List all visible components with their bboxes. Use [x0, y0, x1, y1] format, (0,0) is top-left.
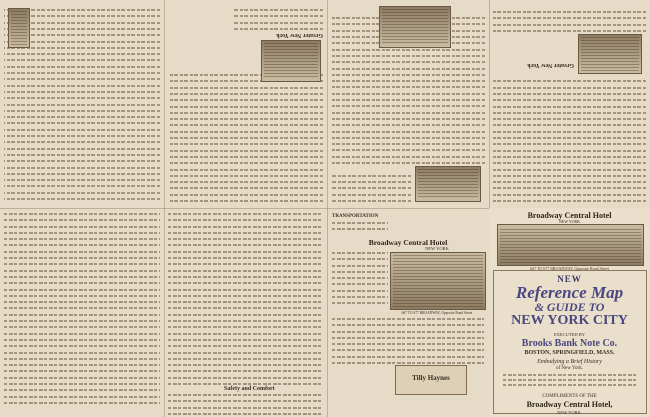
- cover-new: NEW: [557, 274, 582, 284]
- cover-hotel-engraving: [497, 224, 644, 266]
- building-engraving: [578, 34, 642, 74]
- building-engraving: [415, 166, 481, 202]
- bottom-panel-2: [164, 208, 327, 417]
- hotel-engraving: [390, 252, 486, 310]
- cover-title-line3: NEW YORK CITY: [511, 313, 628, 328]
- bottom-panel-1: [0, 208, 164, 417]
- section-heading: Greater New York: [527, 62, 574, 68]
- cover-title-line1: Reference Map: [515, 283, 624, 302]
- hotel-title: Broadway Central Hotel: [368, 238, 448, 247]
- hotel-subtitle: NEW YORK: [425, 246, 449, 251]
- signature: Tilly Haynes: [412, 374, 450, 382]
- cover-publisher: Brooks Bank Note Co.: [521, 338, 618, 349]
- cover-publisher-city: BOSTON, SPRINGFIELD, MASS.: [524, 350, 615, 356]
- cover-hotel-name: Broadway Central Hotel: [527, 211, 612, 220]
- building-engraving: [379, 6, 451, 48]
- cover-hotel-city: NEW YORK: [558, 219, 581, 224]
- cover-compliments: COMPLIMENTS OF THE: [542, 394, 597, 399]
- safety-heading: Safety and Comfort: [224, 386, 275, 392]
- building-engraving: [261, 40, 321, 82]
- cover-bottom-city: NEW YORK.: [557, 410, 582, 415]
- top-panel-3: [327, 0, 489, 208]
- cover-panel: [489, 208, 650, 417]
- top-panel-1: [0, 0, 164, 208]
- cover-of-ny: of New York.: [556, 366, 583, 371]
- hotel-address: 667 TO 677 BROADWAY, Opposite Bond Street: [401, 311, 473, 315]
- top-panel-4: [489, 0, 650, 208]
- transportation-heading: TRANSPORTATION: [332, 214, 379, 219]
- signature-box: [395, 365, 467, 395]
- section-heading: Greater New York: [276, 32, 323, 38]
- cover-title-line2: & GUIDE TO: [534, 300, 605, 314]
- top-panel-2: [164, 0, 327, 208]
- tower-engraving: [8, 8, 30, 48]
- cover-bottom-hotel: Broadway Central Hotel,: [526, 400, 613, 409]
- cover-executed-by: EXECUTED BY: [553, 332, 586, 337]
- cover-embodying: Embodying a Brief History: [537, 359, 602, 365]
- cover-address: 667 TO 677 BROADWAY, Opposite Bond Street: [530, 266, 609, 271]
